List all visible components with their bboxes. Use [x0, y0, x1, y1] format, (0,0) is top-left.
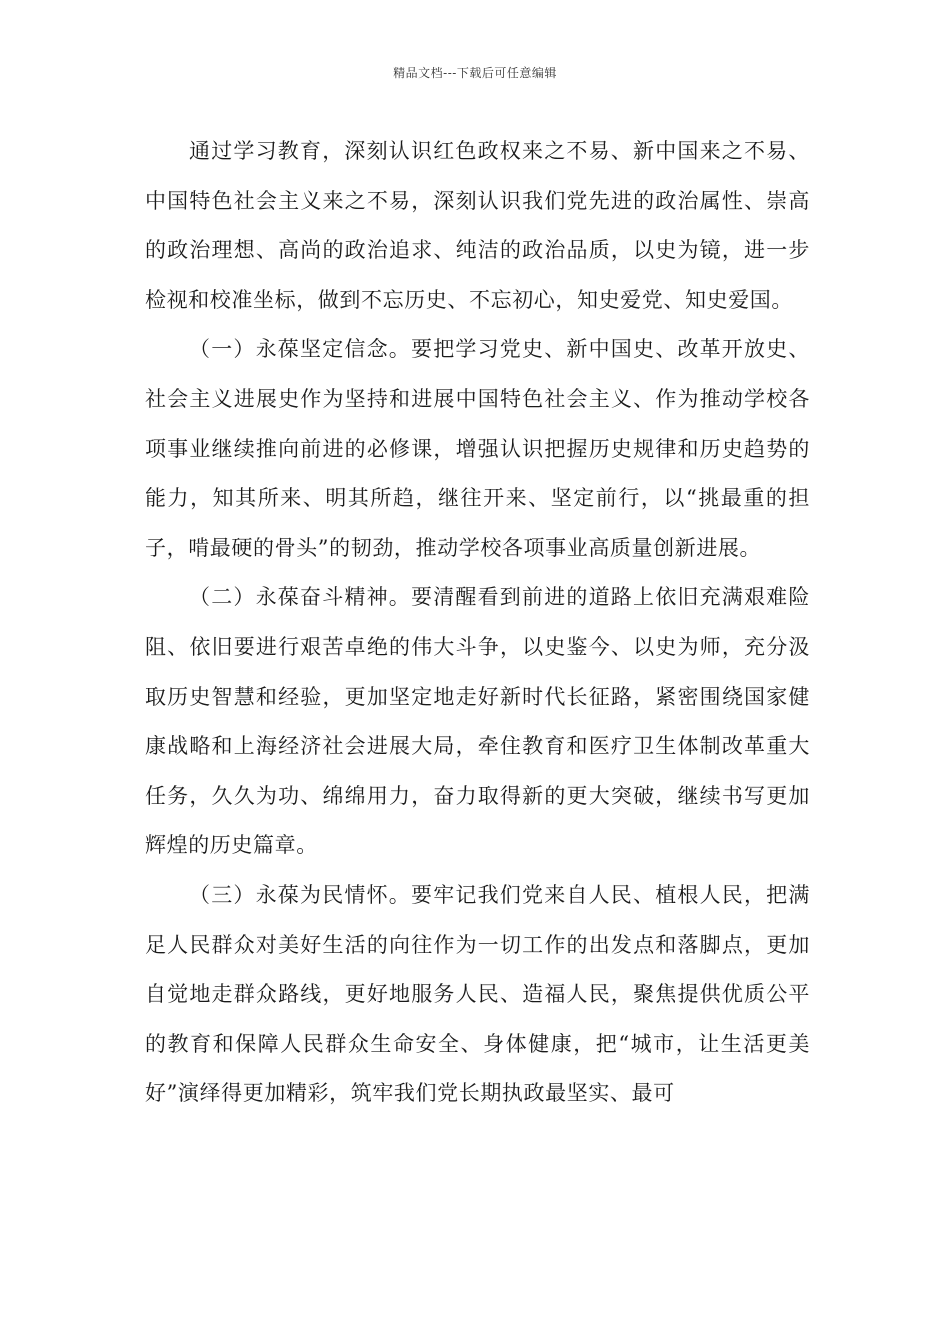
paragraph-struggle-spirit: （二）永葆奋斗精神。要清醒看到前进的道路上依旧充满艰难险阻、依旧要进行艰苦卓绝的伟大斗争，以史鉴今、以史为师，充分汲取历史智慧和经验，更加坚定地走好新时代长征路，紧密围绕国家健康战略和上海经济社会进展大局，牵住教育和医疗卫生体制改革重大任务，久久为功、绵绵用力，奋力取得新的更大突破，继续书写更加辉煌的历史篇章。: [145, 585, 810, 858]
paragraph-intro: 通过学习教育，深刻认识红色政权来之不易、新中国来之不易、中国特色社会主义来之不易，深刻认识我们党先进的政治属性、崇高的政治理想、高尚的政治追求、纯洁的政治品质，以史为镜，进一步检视和校准坐标，做到不忘历史、不忘初心，知史爱党、知史爱国。: [145, 139, 810, 312]
document-body: [145, 127, 810, 1119]
paragraph-firm-belief: （一）永葆坚定信念。要把学习党史、新中国史、改革开放史、社会主义进展史作为坚持和进展中国特色社会主义、作为推动学校各项事业继续推向前进的必修课，增强认识把握历史规律和历史趋势的能力，知其所来、明其所趋，继往开来、坚定前行，以“挑最重的担子，啃最硬的骨头”的韧劲，推动学校各项事业高质量创新进展。: [145, 337, 810, 560]
paragraph-people-sentiment: （三）永葆为民情怀。要牢记我们党来自人民、植根人民，把满足人民群众对美好生活的向往作为一切工作的出发点和落脚点，更加自觉地走群众路线，更好地服务人民、造福人民，聚焦提供优质公平的教育和保障人民群众生命安全、身体健康，把“城市，让生活更美好”演绎得更加精彩，筑牢我们党长期执政最坚实、最可: [145, 882, 810, 1106]
page-header: 精品文档---下载后可任意编辑: [393, 66, 557, 80]
